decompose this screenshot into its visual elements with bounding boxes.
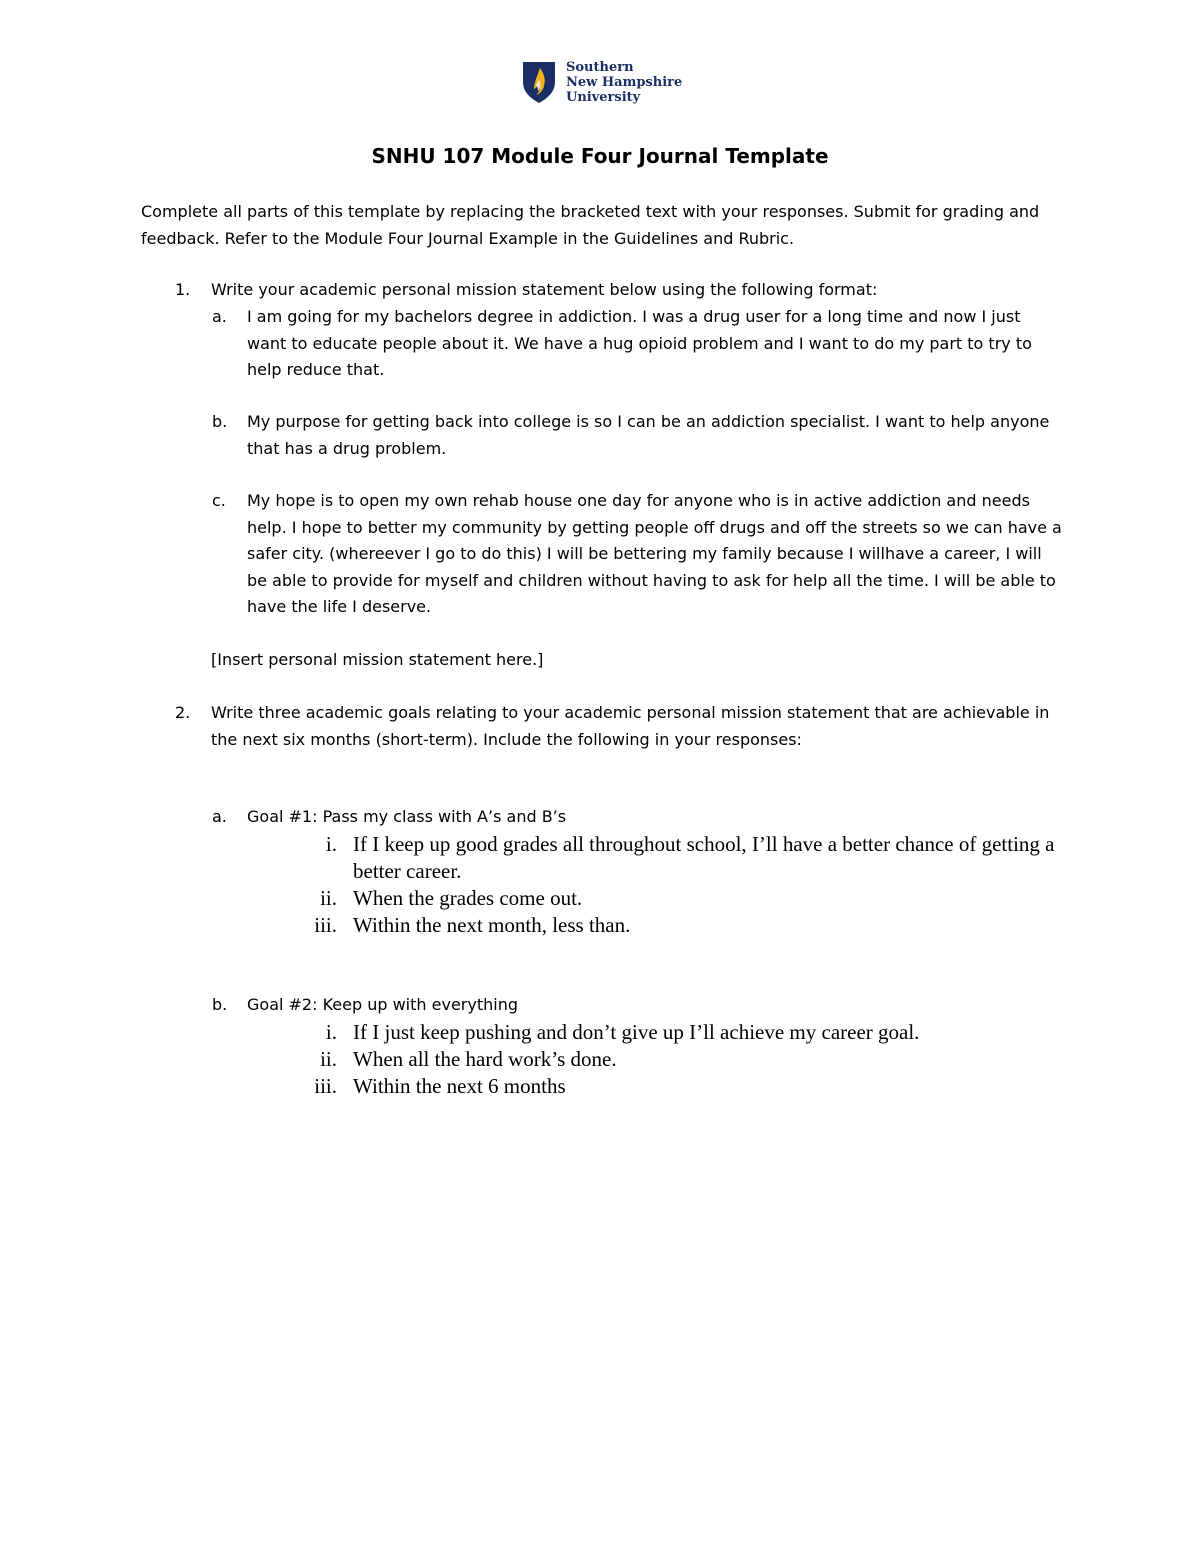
logo-line-1: Southern bbox=[566, 60, 634, 75]
item2-prompt: Write three academic goals relating to your academic personal mission statement that are achievable in the next six months (short-term). Include the following in your responses: bbox=[211, 703, 1050, 749]
goal2-label: Goal #2: Keep up with everything bbox=[247, 995, 518, 1014]
goal2-item2-text: When all the hard work’s done. bbox=[353, 1047, 617, 1071]
mission-placeholder: [Insert personal mission statement here.] bbox=[211, 650, 544, 669]
logo-wordmark bbox=[566, 60, 682, 105]
goal2-item3-marker: iii. bbox=[314, 1074, 337, 1098]
goal1-item1-text: If I keep up good grades all throughout school, I’ll have a better chance of getting a better career. bbox=[353, 832, 1055, 883]
logo-line-3: University bbox=[566, 90, 641, 105]
shield-flame-icon bbox=[521, 60, 557, 104]
goal1-label: Goal #1: Pass my class with A’s and B’s bbox=[247, 807, 567, 826]
goal1-item2-text: When the grades come out. bbox=[353, 886, 583, 910]
goal2-item1-marker: i. bbox=[325, 1020, 337, 1044]
goal1-item2-marker: ii. bbox=[320, 886, 337, 910]
item1-b-text: My purpose for getting back into college is so I can be an addiction specialist. I want to help anyone that has a drug problem. bbox=[247, 412, 1050, 458]
item1-a-text: I am going for my bachelors degree in addiction. I was a drug user for a long time and now I just want to educate people about it. We have a hug opioid problem and I want to do my part to try to help reduce that. bbox=[247, 307, 1032, 379]
item1-c-marker: c. bbox=[212, 491, 226, 510]
university-logo bbox=[521, 60, 691, 106]
goal2-item3-text: Within the next 6 months bbox=[353, 1074, 566, 1098]
item1-prompt: Write your academic personal mission statement below using the following format: bbox=[211, 280, 878, 299]
goal2-item1-text: If I just keep pushing and don’t give up I’ll achieve my career goal. bbox=[353, 1020, 920, 1044]
goal2-marker: b. bbox=[212, 995, 228, 1014]
list-number-2: 2. bbox=[175, 703, 191, 722]
list-number-1: 1. bbox=[175, 280, 191, 299]
goal2-item2-marker: ii. bbox=[320, 1047, 337, 1071]
goal1-marker: a. bbox=[212, 807, 227, 826]
intro-paragraph: Complete all parts of this template by replacing the bracketed text with your responses. Submit for grading and feedback. Refer to the Module Four Journal Example in the Guidelines and Rubric. bbox=[141, 202, 1040, 248]
item1-b-marker: b. bbox=[212, 412, 228, 431]
goal1-item1-marker: i. bbox=[325, 832, 337, 856]
item1-a-marker: a. bbox=[212, 307, 227, 326]
item1-c-text: My hope is to open my own rehab house one day for anyone who is in active addiction and needs help. I hope to better my community by getting people off drugs and off the streets so we can have a safer city. (whereever I go to do this) I will be bettering my family because I willhave a career, I will be able to provide for myself and children without having to ask for help all the time. I will be able to have the life I deserve. bbox=[247, 491, 1062, 616]
goal1-item3-text: Within the next month, less than. bbox=[353, 913, 631, 937]
goal1-item3-marker: iii. bbox=[314, 913, 337, 937]
page-title: SNHU 107 Module Four Journal Template bbox=[371, 144, 829, 168]
logo-line-2: New Hampshire bbox=[566, 75, 683, 90]
